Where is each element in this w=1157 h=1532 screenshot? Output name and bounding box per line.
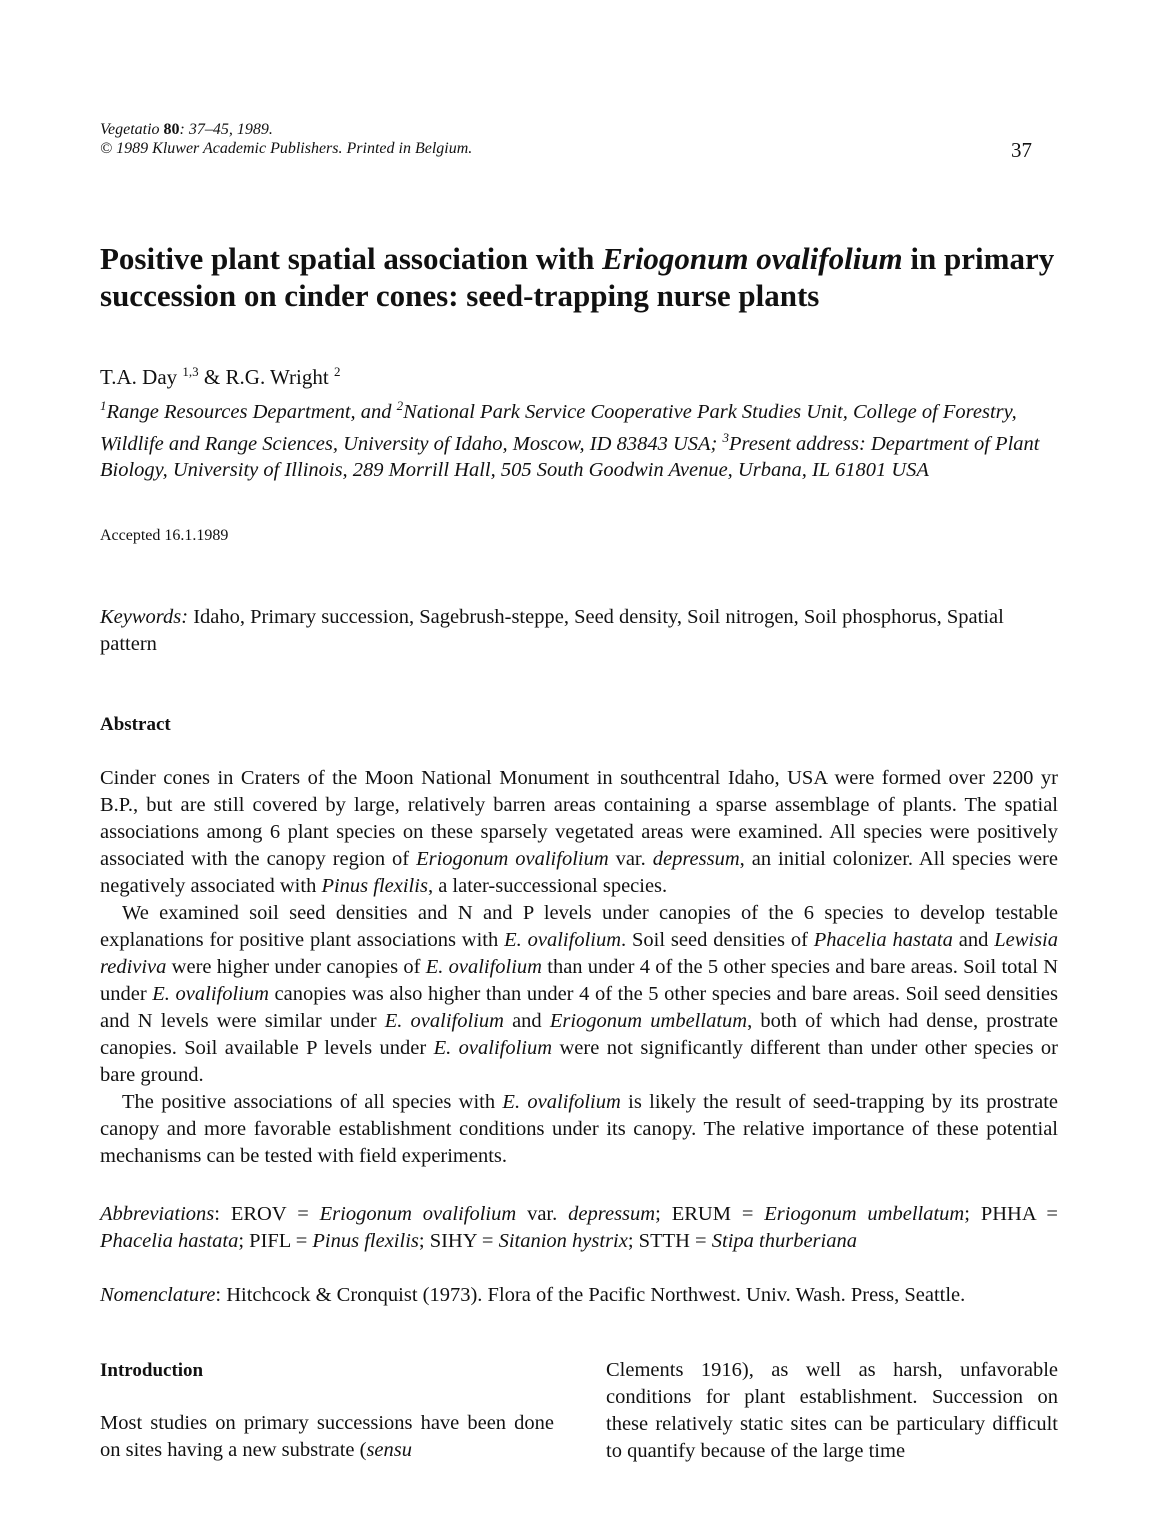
journal-citation — [100, 120, 472, 158]
keywords — [100, 604, 1060, 658]
abstract-paragraph-1 — [100, 765, 1058, 900]
text-run: Cinder cones in Craters of the Moon National Monument in southcentral Idaho, USA were formed over 2200 yr B.P., but are still covered by large, relatively barren areas containing a sparse assemblage of plants. The spatial associations among 6 plant species on these sparsely vegetated areas were examined. All species were positively associated with the canopy region of — [100, 767, 1058, 870]
text-run: were not significantly different than under other species or bare ground. — [100, 1037, 1058, 1086]
affil-mark-1: 1 — [100, 398, 107, 413]
text-run: than under 4 of the 5 other species and bare areas. Soil total N under — [100, 956, 1058, 1005]
species-name: E. ovalifolium — [384, 1010, 504, 1032]
journal-line — [100, 120, 472, 139]
species-name: E. ovalifolium — [502, 1091, 621, 1113]
species-name: Eriogonum umbellatum — [549, 1010, 748, 1032]
author-1: T.A. Day — [100, 365, 178, 389]
text-run: ; STTH = — [627, 1230, 712, 1252]
text-run: ; PHHA = — [964, 1203, 1058, 1225]
author-1-affil: 1,3 — [182, 364, 199, 379]
species-name: Lewisia rediviva — [100, 929, 1058, 978]
abbreviations — [100, 1201, 1058, 1255]
text-run: and — [503, 1010, 550, 1032]
text-run: , a later-successional species. — [427, 875, 668, 897]
journal-name: Vegetatio — [100, 121, 160, 138]
title-species: Eriogonum ovalifolium — [602, 241, 903, 276]
text-run: ; SIHY = — [418, 1230, 499, 1252]
author-2-affil: 2 — [333, 364, 341, 379]
journal-pages: : 37–45, 1989. — [179, 121, 273, 138]
text-run: : EROV = — [214, 1203, 320, 1225]
text-run: var. — [516, 1203, 569, 1225]
accepted-date: Accepted 16.1.1989 — [100, 527, 229, 544]
author-list — [100, 364, 340, 390]
species-name: Eriogonum ovalifolium — [416, 848, 609, 870]
species-name: Eriogonum ovalifolium — [319, 1203, 517, 1225]
nomenclature — [100, 1282, 1058, 1309]
text-run: . Soil seed densities of — [621, 929, 814, 951]
affil-mark-3: 3 — [722, 429, 729, 445]
text-run: The positive associations of all species with — [122, 1091, 503, 1113]
paper-title — [100, 240, 1060, 314]
abbreviations-label: Abbreviations — [100, 1203, 215, 1225]
species-name: Phacelia hastata — [813, 929, 953, 951]
abstract-paragraph-2 — [100, 900, 1058, 1089]
title-part-1: Positive plant spatial association with — [100, 241, 603, 276]
text-run: ; PIFL = — [238, 1230, 313, 1252]
affil-text-2: National Park Service Cooperative Park Studies Unit, College of Forestry, Wildlife and Range Sciences, University of Idaho, Moscow, ID 83843 USA; — [100, 400, 1017, 455]
text-run: were higher under canopies of — [166, 956, 426, 978]
author-separator: & — [198, 365, 226, 389]
text-run: , an initial colonizer. All species were negatively associated with — [100, 848, 1058, 897]
text-run: is likely the result of seed-trapping by its prostrate canopy and more favorable establishment conditions under its canopy. The relative importance of these potential mechanisms can be tested with field experiments. — [100, 1091, 1059, 1167]
affil-text-1: Range Resources Department, and — [106, 400, 397, 423]
text-run: We examined soil seed densities and N and P levels under canopies of the 6 species to develop testable explanations for positive plant associations with — [100, 902, 1058, 951]
abstract-body — [100, 765, 1058, 1170]
text-run: canopies was also higher than under 4 of the 5 other species and bare areas. Soil seed densities and N levels were similar under — [100, 983, 1058, 1032]
page-number: 37 — [1011, 138, 1032, 162]
species-name: E. ovalifolium — [433, 1037, 553, 1059]
title-part-2: in primary succession on cinder cones: seed-trapping nurse plants — [100, 241, 1055, 313]
latin-term: sensu — [366, 1439, 413, 1461]
species-name: Phacelia hastata — [100, 1230, 239, 1252]
keywords-text: Idaho, Primary succession, Sagebrush-steppe, Seed density, Soil nitrogen, Soil phosphorus, Spatial pattern — [100, 606, 1004, 655]
species-name: E. ovalifolium — [152, 983, 269, 1005]
species-name: depressum — [652, 848, 740, 870]
species-name: Pinus flexilis — [321, 875, 428, 897]
text-run: , both of which had dense, prostrate canopies. Soil available P levels under — [100, 1010, 1058, 1059]
affil-mark-2: 2 — [396, 398, 404, 413]
copyright-line: © 1989 Kluwer Academic Publishers. Printed in Belgium. — [100, 140, 473, 157]
species-name: E. ovalifolium — [425, 956, 542, 978]
species-name: Pinus flexilis — [312, 1230, 419, 1252]
text-run: Most studies on primary successions have been done on sites having a new substrate ( — [100, 1412, 554, 1461]
species-name: Eriogonum umbellatum — [764, 1203, 965, 1225]
journal-volume: 80 — [163, 121, 180, 138]
keywords-label: Keywords: — [100, 606, 189, 628]
species-name: Sitanion hystrix — [498, 1230, 628, 1252]
affil-text-3: Present address: Department of Plant Biology, University of Illinois, 289 Morrill Hall, 505 South Goodwin Avenue, Urbana, IL 61801 USA — [100, 432, 1040, 481]
species-name: Stipa thurberiana — [711, 1230, 857, 1252]
text-run: ; ERUM = — [655, 1203, 765, 1225]
abstract-heading: Abstract — [100, 714, 171, 735]
introduction-heading: Introduction — [100, 1360, 204, 1381]
affiliations — [100, 393, 1060, 483]
introduction-left-column — [100, 1410, 554, 1464]
species-name: depressum — [568, 1203, 656, 1225]
species-name: E. ovalifolium — [504, 929, 622, 951]
text-run: var. — [608, 848, 653, 870]
introduction-right-column: Clements 1916), as well as harsh, unfavorable conditions for plant establishment. Succession on these relatively static sites can be particulary difficult to quantify because of the large time — [606, 1359, 1058, 1462]
text-run: and — [952, 929, 995, 951]
abstract-paragraph-3 — [100, 1089, 1058, 1170]
nomenclature-label: Nomenclature — [100, 1284, 216, 1306]
author-2: R.G. Wright — [225, 365, 329, 389]
nomenclature-text: : Hitchcock & Cronquist (1973). Flora of the Pacific Northwest. Univ. Wash. Press, Seattle. — [215, 1284, 966, 1306]
